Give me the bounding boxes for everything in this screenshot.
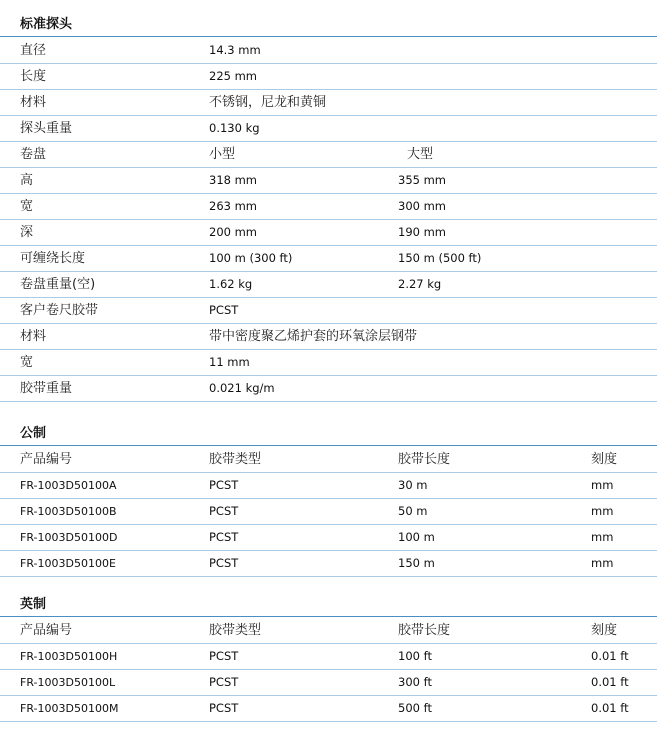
spec-value: 0.021 kg/m bbox=[209, 381, 275, 395]
part-number: FR-1003D50100E bbox=[20, 557, 116, 570]
spec-label: 可缠绕长度 bbox=[20, 251, 86, 266]
tape-length: 300 ft bbox=[398, 675, 432, 689]
part-number: FR-1003D50100D bbox=[20, 531, 118, 544]
spec-label: 深 bbox=[20, 225, 34, 240]
scale: 0.01 ft bbox=[591, 675, 629, 689]
part-number: FR-1003D50100M bbox=[20, 702, 119, 715]
spec-label: 长度 bbox=[20, 69, 47, 84]
metric-header-row bbox=[0, 447, 657, 473]
reel-small-value: 200 mm bbox=[209, 225, 258, 239]
spec-value: 不锈钢，尼龙和黄铜 bbox=[209, 95, 327, 110]
spec-label: 宽 bbox=[20, 355, 34, 370]
tape-row-type bbox=[0, 298, 657, 324]
spec-row-material bbox=[0, 90, 657, 116]
table-row bbox=[0, 644, 657, 670]
reel-header-row bbox=[0, 142, 657, 168]
spec-label: 高 bbox=[20, 173, 34, 188]
tape-length: 500 ft bbox=[398, 701, 432, 715]
tape-row-width bbox=[0, 350, 657, 376]
tape-length: 50 m bbox=[398, 504, 428, 518]
tape-type: PCST bbox=[209, 556, 239, 570]
table-row bbox=[0, 551, 657, 577]
spec-label: 客户卷尺胶带 bbox=[20, 303, 99, 318]
tape-length: 100 ft bbox=[398, 649, 432, 663]
part-number: FR-1003D50100B bbox=[20, 505, 117, 518]
reel-large-value: 2.27 kg bbox=[398, 277, 442, 291]
spec-value: 11 mm bbox=[209, 355, 250, 369]
scale: 0.01 ft bbox=[591, 701, 629, 715]
tape-length: 30 m bbox=[398, 478, 428, 492]
spec-label: 卷盘重量(空) bbox=[20, 277, 96, 292]
spec-label: 直径 bbox=[20, 43, 47, 58]
table-row bbox=[0, 696, 657, 722]
column-header-tape-type: 胶带类型 bbox=[209, 452, 262, 467]
spec-row-probe-weight bbox=[0, 116, 657, 142]
part-number: FR-1003D50100A bbox=[20, 479, 117, 492]
spec-row-length bbox=[0, 64, 657, 90]
tape-length: 100 m bbox=[398, 530, 435, 544]
spec-label: 胶带重量 bbox=[20, 381, 73, 396]
column-header-tape-length: 胶带长度 bbox=[398, 452, 451, 467]
tape-row-material bbox=[0, 324, 657, 350]
reel-row-windable-length bbox=[0, 246, 657, 272]
tape-type: PCST bbox=[209, 478, 239, 492]
tape-type: PCST bbox=[209, 504, 239, 518]
reel-large-value: 150 m (500 ft) bbox=[398, 251, 482, 265]
reel-small-value: 263 mm bbox=[209, 199, 258, 213]
scale: 0.01 ft bbox=[591, 649, 629, 663]
scale: mm bbox=[591, 530, 614, 544]
column-header-tape-length: 胶带长度 bbox=[398, 623, 451, 638]
scale: mm bbox=[591, 504, 614, 518]
spec-value: 带中密度聚乙烯护套的环氧涂层钢带 bbox=[209, 329, 418, 344]
tape-type: PCST bbox=[209, 649, 239, 663]
reel-small-value: 100 m (300 ft) bbox=[209, 251, 293, 265]
reel-row-weight bbox=[0, 272, 657, 298]
reel-small-header: 小型 bbox=[209, 147, 236, 162]
reel-small-value: 318 mm bbox=[209, 173, 258, 187]
reel-small-value: 1.62 kg bbox=[209, 277, 253, 291]
table-row bbox=[0, 499, 657, 525]
column-header-scale: 刻度 bbox=[591, 452, 618, 467]
scale: mm bbox=[591, 478, 614, 492]
spec-row-diameter bbox=[0, 38, 657, 64]
table-row bbox=[0, 525, 657, 551]
column-header-part-number: 产品编号 bbox=[20, 623, 73, 638]
spec-value: 0.130 kg bbox=[209, 121, 260, 135]
tape-row-weight bbox=[0, 376, 657, 402]
spec-label: 材料 bbox=[20, 329, 47, 344]
tape-type: PCST bbox=[209, 675, 239, 689]
part-number: FR-1003D50100L bbox=[20, 676, 116, 689]
reel-large-value: 355 mm bbox=[398, 173, 447, 187]
reel-row-height bbox=[0, 168, 657, 194]
reel-large-value: 190 mm bbox=[398, 225, 447, 239]
reel-large-header: 大型 bbox=[407, 147, 434, 162]
part-number: FR-1003D50100H bbox=[20, 650, 118, 663]
spec-value: 225 mm bbox=[209, 69, 258, 83]
column-header-tape-type: 胶带类型 bbox=[209, 623, 262, 638]
section-title-imperial: 英制 bbox=[0, 593, 657, 617]
spec-label: 探头重量 bbox=[20, 121, 73, 136]
scale: mm bbox=[591, 556, 614, 570]
reel-large-value: 300 mm bbox=[398, 199, 447, 213]
tape-length: 150 m bbox=[398, 556, 435, 570]
section-title-metric: 公制 bbox=[0, 422, 657, 446]
table-row bbox=[0, 473, 657, 499]
tape-type: PCST bbox=[209, 530, 239, 544]
reel-row-depth bbox=[0, 220, 657, 246]
tape-type: PCST bbox=[209, 701, 239, 715]
spec-label: 宽 bbox=[20, 199, 34, 214]
spec-label: 卷盘 bbox=[20, 147, 47, 162]
spec-value: 14.3 mm bbox=[209, 43, 261, 57]
spec-label: 材料 bbox=[20, 95, 47, 110]
imperial-header-row bbox=[0, 618, 657, 644]
reel-row-width bbox=[0, 194, 657, 220]
table-row bbox=[0, 670, 657, 696]
spec-value: PCST bbox=[209, 303, 239, 317]
section-title-standard-probe: 标准探头 bbox=[0, 13, 657, 37]
column-header-part-number: 产品编号 bbox=[20, 452, 73, 467]
column-header-scale: 刻度 bbox=[591, 623, 618, 638]
